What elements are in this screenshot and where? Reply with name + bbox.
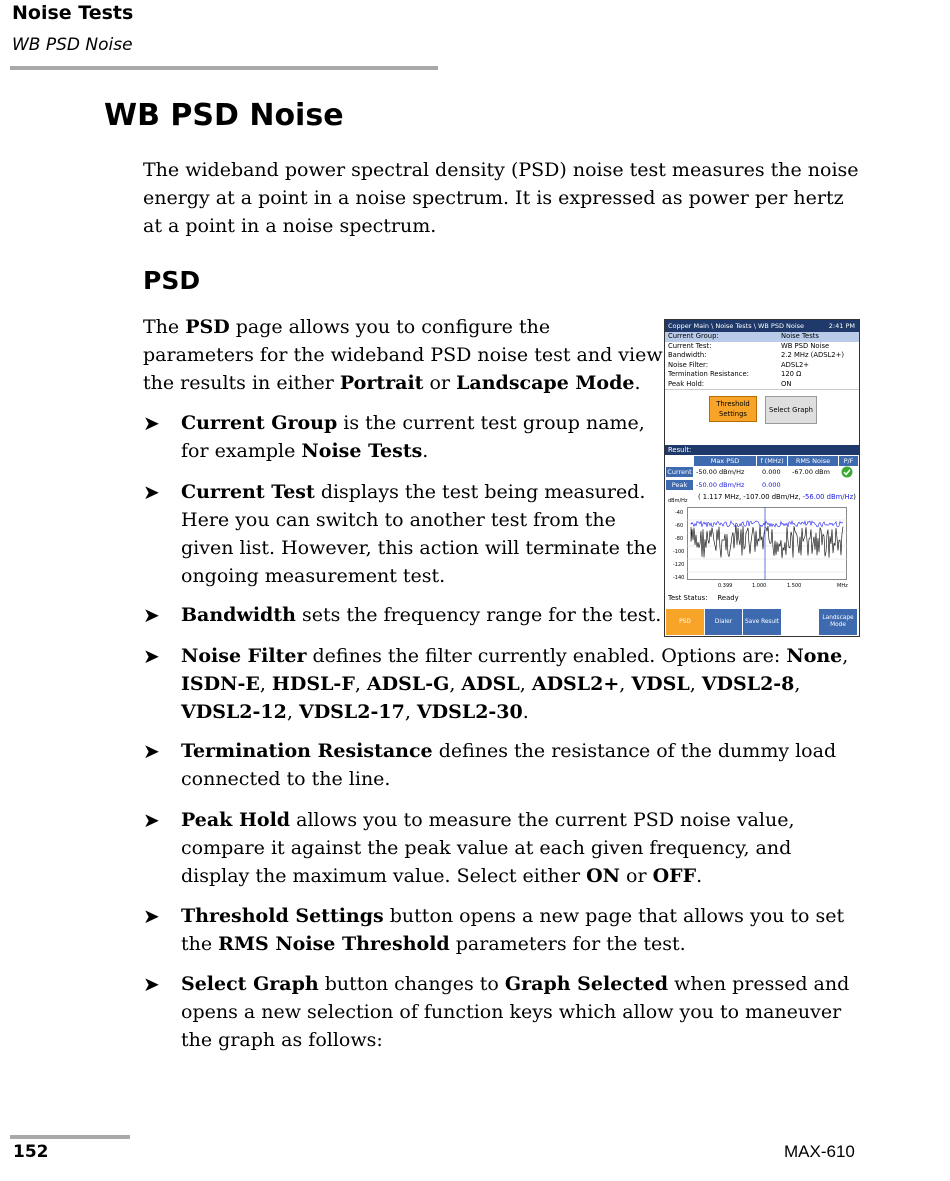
field-termination-resistance[interactable]: Termination Resistance: 120 Ω <box>668 370 802 378</box>
bullet-arrow-icon: ➤ <box>143 603 160 627</box>
threshold-settings-button[interactable]: Threshold Settings <box>709 396 757 422</box>
col-max-psd: Max PSD <box>694 456 756 466</box>
bullet-arrow-icon: ➤ <box>143 739 160 763</box>
bullet-arrow-icon: ➤ <box>143 411 160 435</box>
x-tick: 0.399 <box>718 583 733 589</box>
device-breadcrumb: Copper Main \ Noise Tests \ WB PSD Noise <box>668 322 805 330</box>
fkey-save-result[interactable]: Save Result <box>743 609 781 635</box>
document-id: MAX-610 <box>784 1142 855 1161</box>
y-tick: -100 <box>673 549 685 555</box>
y-tick: -60 <box>675 523 684 529</box>
running-header-title: Noise Tests <box>12 2 134 24</box>
running-header-subtitle: WB PSD Noise <box>12 35 133 55</box>
device-clock: 2:41 PM <box>828 322 855 330</box>
fkey-landscape-mode[interactable]: Landscape Mode <box>819 609 857 635</box>
test-status: Test Status: Ready <box>668 594 739 602</box>
row-label-peak: Peak <box>666 480 693 490</box>
y-tick: -40 <box>675 510 684 516</box>
field-current-group[interactable]: Current Group: Noise Tests <box>665 332 859 342</box>
col-rms-noise: RMS Noise <box>788 456 838 466</box>
y-axis-unit: dBm/Hz <box>668 498 688 504</box>
bullet-arrow-icon: ➤ <box>143 808 160 832</box>
intro-paragraph: The wideband power spectral density (PSD) noise test measures the noise energy at a point in a noise spectrum. It is expressed as power per hertz at a point in a noise spectrum. <box>143 159 859 237</box>
current-rms-noise: -67.00 dBm <box>792 468 830 476</box>
psd-paragraph: The PSD page allows you to configure the parameters for the wideband PSD noise test and view the results in either Portrait or Landscape Mode. <box>143 316 663 394</box>
bullet-arrow-icon: ➤ <box>143 904 160 928</box>
row-label-current: Current <box>667 468 692 476</box>
x-tick: 1.000 <box>752 583 767 589</box>
y-tick: -120 <box>673 562 685 568</box>
col-frequency: f (MHz) <box>757 456 787 466</box>
pass-check-icon <box>841 466 853 478</box>
y-tick: -80 <box>675 536 684 542</box>
section-heading: PSD <box>143 266 201 295</box>
current-frequency: 0.000 <box>762 468 781 476</box>
peak-frequency: 0.000 <box>762 481 781 489</box>
bullet-arrow-icon: ➤ <box>143 644 160 668</box>
page-title: WB PSD Noise <box>104 98 344 133</box>
field-noise-filter[interactable]: Noise Filter: ADSL2+ <box>668 360 810 369</box>
result-header: Result: <box>665 445 859 455</box>
field-peak-hold[interactable]: Peak Hold: ON <box>668 379 792 388</box>
x-axis-unit: MHz <box>837 583 848 589</box>
select-graph-button[interactable]: Select Graph <box>765 396 817 424</box>
current-max-psd: -50.00 dBm/Hz <box>696 468 745 476</box>
footer-rule <box>10 1135 130 1139</box>
y-tick: -140 <box>673 575 685 581</box>
header-rule <box>10 66 438 70</box>
bullet-arrow-icon: ➤ <box>143 480 160 504</box>
fkey-dialer[interactable]: Dialer <box>705 609 742 635</box>
fkey-psd[interactable]: PSD <box>666 609 704 635</box>
field-bandwidth[interactable]: Bandwidth: 2.2 MHz (ADSL2+) <box>668 351 844 359</box>
bullet-arrow-icon: ➤ <box>143 972 160 996</box>
device-button-row <box>665 389 859 436</box>
page-number: 152 <box>13 1142 49 1162</box>
device-title-bar <box>665 320 859 332</box>
device-screenshot <box>664 319 860 637</box>
peak-max-psd: -50.00 dBm/Hz <box>696 481 745 489</box>
field-current-test[interactable]: Current Test: WB PSD Noise <box>668 341 830 350</box>
cursor-readout: ( 1.117 MHz, -107.00 dBm/Hz, -56.00 dBm/Hz) <box>698 493 856 501</box>
col-pass-fail: P/F <box>839 456 858 466</box>
x-tick: 1.500 <box>787 583 802 589</box>
psd-graph[interactable] <box>687 507 847 580</box>
